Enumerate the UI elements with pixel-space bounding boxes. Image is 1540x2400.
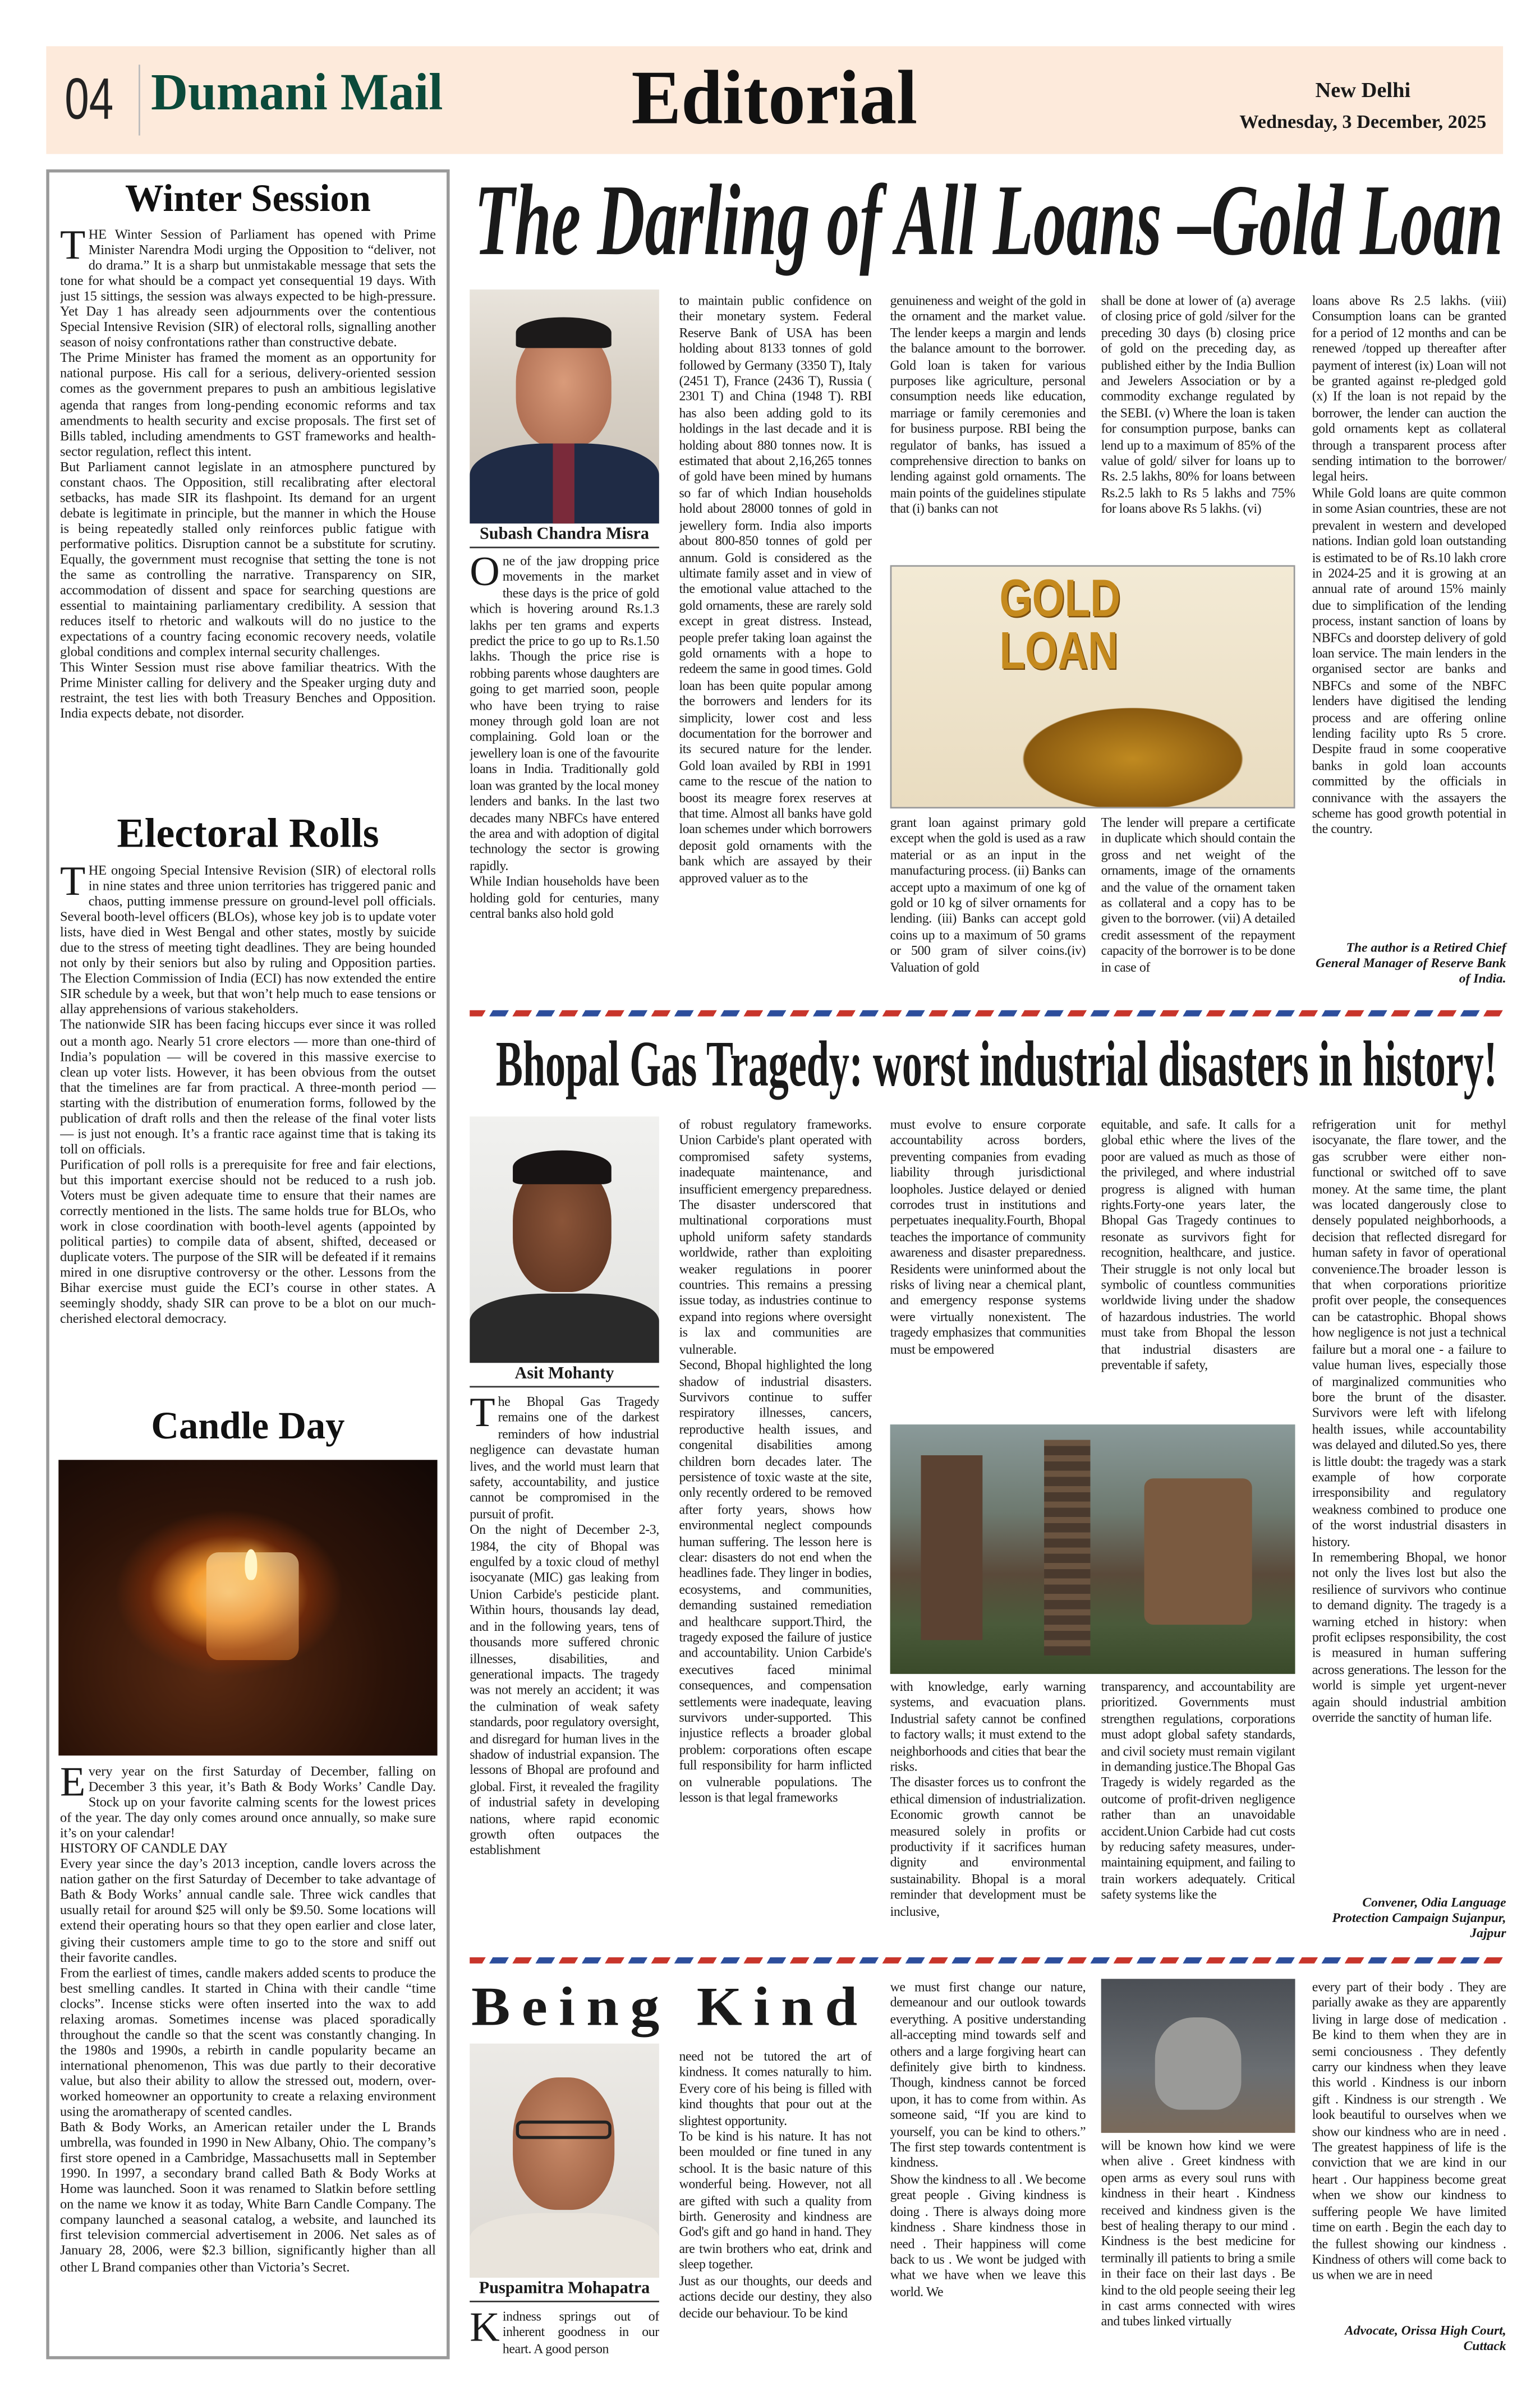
gold-col-4a: shall be done at lower of (a) average of closing price of gold /silver for the preceding 30 days (b) closing price of gold on the preceding day, as published either by the India Bullion and Jewelers Association or by a commodity exchange regulated by the SEBI. (v) Where the loan is taken for consumption purpose, banks can lend up to a maximum of 85% of the value of gold/ silver for loans up to Rs. 2.5 lakhs, 80% for loans between Rs.2.5 lakh to Rs 5 lakhs and 75% for loans above Rs 5 lakhs. (vi) <box>1101 292 1295 517</box>
author-name: Puspamitra Mohapatra <box>470 2279 659 2302</box>
face <box>513 2077 614 2210</box>
hair <box>513 1151 612 1184</box>
editorial-sidebar <box>46 169 449 2359</box>
gold-loan-image <box>890 565 1295 808</box>
bhopal-author-bio: Convener, Odia Language Protection Campaign Sujanpur, Jajpur <box>1332 1894 1506 1941</box>
bhopal-col-2: of robust regulatory frameworks. Union Carbide's plant operated with compromised safety systems, inadequate maintenance, and insufficient emergency preparedness. The disaster underscored that multinational corporations must uphold uniform safety standards worldwide, rather than exploiting weaker regulations in poorer countries. This remains a pressing issue today, as industries continue to expand into regions where oversight is lax and communities are vulnerable. Second, Bhopal highlighted the long shadow of industrial disasters. Survivors continue to suffer respiratory illnesses, cancers, reproductive health issues, and congenital disabilities among children born decades later. The persistence of toxic waste at the site, only recently ordered to be removed after forty years, shows how environmental neglect compounds human suffering. The lesson here is clear: disasters do not end when the headlines fade. They linger in bodies, ecosystems, and communities, demanding sustained remediation and healthcare support.Third, the tragedy exposed the failure of justice and accountability. Union Carbide's executives faced minimal consequences, and compensation settlements were inadequate, leaving survivors under-supported. This injustice reflects a broader global problem: corporations often escape full responsibility for harm inflicted on vulnerable populations. The lesson is that legal frameworks <box>679 1116 872 1805</box>
candle-image <box>58 1460 437 1755</box>
elephant <box>1155 2017 1242 2110</box>
bhopal-col-4a: equitable, and safe. It calls for a global ethic where the lives of the poor are valued as much as those of the privileged, and where industrial progress is aligned with human rights.Forty-one years later, the Bhopal Gas Tragedy continues to resonate as survivors fight for recognition, healthcare, and justice. Their struggle is not only local but symbolic of countless communities worldwide living under the shadow of hazardous industries. The world must take from Bhopal the lesson that industrial disasters are preventable if safety, <box>1101 1116 1295 1373</box>
gold-col-2: to maintain public confidence on their monetary system. Federal Reserve Bank of USA has been holding about 8133 tonnes of gold followed by Germany (3350 T), Italy (2451 T), France (2436 T), Russia ( 2301 T) and China (1948 T). RBI has also been adding gold to its holdings in the last decade and it is holding about 880 tonnes now. It is estimated that about 2,16,265 tonnes of gold have been mined by humans so far of which Indian households hold about 28000 tonnes of gold in jewellery form. India also imports about 800-850 tonnes of gold per annum. Gold is considered as the ultimate family asset and in view of the emotional value attached to the gold ornaments, these are rarely sold except in great distress. Instead, people prefer taking loan against the gold ornaments with a hope to redeem the same in good times. Gold loan has been quite popular among the borrowers and lenders for its simplicity, lower cost and less documentation for the borrower and its secured nature for the lender. Gold loan availed by RBI in 1991 came to the rescue of the nation to boost its meagre forex reserves at that time. Almost all banks have gold loan schemes under which borrowers deposit gold ornaments with the bank which are assayed by their approved valuer as to the <box>679 292 872 885</box>
gold-col-4b: The lender will prepare a certificate in duplicate which should contain the gross and net weight of the ornaments, image of the ornaments and the value of the ornament taken as collateral and a copy has to be given to the borrower. (vii) A detailed credit assessment of the repayment capacity of the borrower is to be done in case of <box>1101 815 1295 974</box>
section-divider <box>470 1010 1505 1017</box>
author-photo-asit <box>470 1116 659 1363</box>
kind-col-5: every part of their body . They are parially awake as they are apparently living in large dose of medication . Be kind to them when they are in semi conciousness . They defently carry our kindness when they leave this world . Kindness is our inborn gift . Kindness is our strength . We look beautiful to ourselves when we show our kindness who are in need . The greatest happiness of life is the conviction that we are kind in our heart . Our happiness become great when we show our kindness to suffering people We have limited time on earth . Begin the each day to the fullest showing our kindness . Kindness of others will come back to us when we are in need <box>1312 1979 1506 2283</box>
kind-col-1: Kindness springs out of inherent goodness in our heart. A good person <box>470 2308 659 2356</box>
tower <box>1044 1440 1090 1656</box>
kind-author-bio: Advocate, Orissa High Court, Cuttack <box>1344 2322 1506 2353</box>
shirt <box>470 2213 659 2278</box>
author-photo-subash <box>470 289 659 523</box>
masthead-divider <box>139 65 140 135</box>
bhopal-col-3a: must evolve to ensure corporate accountability across borders, preventing companies from evading liability through jurisdictional loopholes. Justice delayed or denied corrodes trust in institutions and perpetuates inequality.Fourth, Bhopal teaches the importance of community awareness and disaster preparedness. Residents were uninformed about the risks of living near a chemical plant, and emergency response systems were virtually nonexistent. The tragedy emphasizes that communities must be empowered <box>890 1116 1086 1357</box>
candle-day-body: Every year on the first Saturday of December, falling on December 3 this year, it’s Bath & Body Works’ Candle Day. Stock up on your favorite calming scents for the lowest prices of the year. The day only comes around once annually, so make sure it’s on your calendar! HISTORY OF CANDLE DAY Every year since the day’s 2013 inception, candle lovers across the nation gather on the first Saturday of December to take advantage of Bath & Body Works’ annual candle sale. Three wick candles that usually retail for around $25 will only be $9.50. Some locations will extend their operating hours so that they open earlier and close later, giving their customers ample time to go to the store and sniff out their favorite candles. From the earliest of times, candle makers added scents to produce the best smelling candles. It started in China with their candle “time clocks”. Incense sticks were often inserted into the wax to add relaxing aromas. Sometimes incense was placed sporadically throughout the candle so that the scent was constantly changing. In the 1980s and 1990s, a rebirth in candle popularity became an international phenomenon, This was due partly to their decorative value, but also their ability to allow the stressed out, modern, over-worked homeowner an opportunity to create a relaxing environment using the aromatherapy of scented candles. Bath & Body Works, an American retailer under the L Brands umbrella, was founded in 1990 in New Albany, Ohio. The company’s first store opened in a Cambridge, Massachusetts mall in September 1990. In 1997, a secondary brand called Bath & Body Works at Home was launched. Soon it was renamed to Slatkin before settling on the name we know it as today, White Barn Candle Company. The company launched a seasonal catalog, a website, and launched its first television commercial advertisement in 2006. Net sales as of January 28, 2006, were $2.3 billion, significantly higher than all other L Brand companies other than Victoria’s Secret. <box>60 1763 436 2274</box>
page-number: 04 <box>65 67 114 133</box>
bhopal-headline: Bhopal Gas Tragedy: worst industrial disasters in history! <box>495 1030 1497 1101</box>
electoral-rolls-heading: Electoral Rolls <box>117 810 379 857</box>
gold-col-5: loans above Rs 2.5 lakhs. (viii) Consumption loans can be granted for a period of 12 months and can be renewed /topped up thereafter after payment of interest (ix) Loan will not be granted against re-pledged gold (x) If the loan is not repaid by the borrower, the lender can auction the gold ornaments kept as collateral through a transparent process after sending intimation to the borrower/ legal heirs. While Gold loans are quite common in some Asian countries, these are not prevalent in western and developed nations. Indian gold loan outstanding is estimated to be of Rs.10 lakh crore in 2024-25 and it is growing at an annual rate of around 15% mainly due to simplification of the lending process, instant sanction of loans by NBFCs and doorstep delivery of gold loan service. The main lenders in the organised sector are banks and NBFCs and some of the NBFC lenders have digitised the lending process and are offering online lending facility upto Rs 5 crore. Despite fraud in some cooperative banks in gold loan accounts committed by the officials in connivance with the assayers the scheme has good growth potential in the country. <box>1312 292 1506 837</box>
bhopal-col-3b: with knowledge, early warning systems, and evacuation plans. Industrial safety cannot be confined to factory walls; it must extend to the neighborhoods and cities that bear the risks. The disaster forces us to confront the ethical dimension of industrialization. Economic growth cannot be measured solely in profits or productivity if it sacrifices human dignity and environmental sustainability. Bhopal is a moral reminder that development must be inclusive, <box>890 1679 1086 1919</box>
gold-col-3b: grant loan against primary gold except when the gold is used as a raw material or as an input in the manufacturing process. (ii) Banks can accept upto a maximum of one kg of gold or 10 kg of silver ornaments for lending. (iii) Banks can accept gold coins up to a maximum of 50 grams or 500 gram of silver coins.(iv) Valuation of gold <box>890 815 1086 974</box>
kind-col-4: will be known how kind we were when alive . Greet kindness with open arms as every soul runs with kindness in their heart . Kindness received and kindness given is the best of healing therapy to our mind . Kindness is the best medicine for terminally ill patients to bring a smile in their face on their last days . Be kind to the old people seeing their leg in cast arms connected with wires and tubes linked virtually <box>1101 2137 1295 2329</box>
author-photo-puspamitra <box>470 2044 659 2278</box>
section-divider <box>470 1957 1505 1964</box>
issue-date: Wednesday, 3 December, 2025 <box>1239 111 1487 133</box>
city: New Delhi <box>1315 80 1411 103</box>
winter-session-body: THE Winter Session of Parliament has opened with Prime Minister Narendra Modi urging the Opposition to “deliver, not do drama.” It is a sharp but unmistakable message that sets the tone for what should be a compact yet consequential 19 days. With just 15 sittings, the session was always expected to be high-pressure. Yet Day 1 has already seen adjournments over the contentious Special Intensive Revision (SIR) of electoral rolls, signalling another season of noisy confrontations rather than constructive debate. The Prime Minister has framed the moment as an opportunity for national purpose. His call for a serious, delivery-oriented session comes as the government prepares to push an ambitious legislative agenda that ranges from long-pending economic reforms and tax amendments to health security and excise proposals. The first set of Bills tabled, including amendments to GST frameworks and health-sector regulation, reflect this intent. But Parliament cannot legislate in an atmosphere punctured by constant chaos. The Opposition, still recalibrating after electoral setbacks, has made SIR its flashpoint. Its demand for an urgent debate is legitimate in principle, but the manner in which the House is being repeatedly stalled only reinforces public fatigue with performative politics. Disruption cannot be a substitute for scrutiny. Equally, the government must recognise that setting the tone is not the same as controlling the narrative. Transparency on SIR, accommodation of dissent and space for searching questions are essential to maintaining parliamentary credibility. A session that reduces itself to rhetoric and walkouts will do no justice to the expectations of a country facing economic recovery needs, volatile global conditions and complex internal security challenges. This Winter Session must rise above familiar theatrics. With the Prime Minister calling for delivery and the Speaker urging duty and restraint, the test lies with both Treasury Benches and Opposition. India expects debate, not disorder. <box>60 226 436 721</box>
rusted-tank <box>921 1455 983 1640</box>
glasses <box>516 2121 612 2139</box>
author-name: Subash Chandra Misra <box>470 525 659 548</box>
being-kind-headline: Being Kind <box>471 1975 869 2038</box>
electoral-rolls-body: THE ongoing Special Intensive Revision (SIR) of electoral rolls in nine states and three union territories has triggered panic and chaos, putting immense pressure on ground-level poll officials. Several booth-level officers (BLOs), whose key job is to update voter lists, have died in West Bengal and other states, mostly by suicide due to the stress of meeting tight deadlines. They are being hounded not only by their seniors but also by ruling and Opposition parties. The Election Commission of India (ECI) has now extended the entire SIR schedule by a week, but that won’t help much to ease tensions or allay apprehensions of various stakeholders. The nationwide SIR has been facing hiccups ever since it was rolled out a month ago. Nearly 51 crore electors — more than one-third of India’s population — will be covered in this massive exercise to clean up voter lists. However, it has been obvious from the outset that the timelines are far from practical. A three-month period — starting with the distribution of enumeration forms, followed by the publication of draft rolls and then the release of the final voter lists — is just not enough. It’s a frantic race against time that is taking its toll on officials. Purification of poll rolls is a prerequisite for free and fair elections, but this important exercise should not be reduced to a rush job. Voters must be given adequate time to ensure that their names are correctly mentioned in the lists. The same holds true for BLOs, who work in close coordination with booth-level agents (appointed by political parties) to compile data of absent, shifted, deceased or duplicate voters. The purpose of the SIR will be defeated if it remains mired in one disruptive controversy or the other. Lessons from the Bihar exercise must guide the ECI’s course in other states. A seemingly shoddy, shady SIR can prove to be a blot on our much-cherished electoral democracy. <box>60 862 436 1327</box>
gold-col-3a: genuineness and weight of the gold in the ornament and the market value. The lender keeps a margin and lends the balance amount to the borrower. Gold loan is taken for various purposes like agriculture, personal consumption needs like education, marriage or family ceremonies and for business purpose. RBI being the regulator of banks, has issued a comprehensive direction to banks on lending against gold ornaments. The main points of the guidelines stipulate that (i) banks can not <box>890 292 1086 517</box>
section-title: Editorial <box>631 54 918 140</box>
gold-col-1: One of the jaw dropping price movements in the market these days is the price of gold which is hovering around Rs.1.3 lakhs per ten grams and experts predict the price to go up to Rs.1.50 lakhs. Though the price rise is robbing parents whose daughters are going to get married soon, people who have been trying to raise money through gold loan are not complaining. Gold loan or the jewellery loan is one of the favourite loans in India. Traditionally gold loan was granted by the local money lenders and banks. In the last two decades many NBFCs have entered the area and with adoption of digital technology the sector is growing rapidly. While Indian households have been holding gold for centuries, many central banks also hold gold <box>470 553 659 921</box>
bhopal-col-4b: transparency, and accountability are prioritized. Governments must strengthen regulations, corporations must adopt global safety standards, and civil society must remain vigilant in demanding justice.The Bhopal Gas Tragedy is widely regarded as the outcome of profit-driven negligence rather than an unavoidable accident.Union Carbide had cut costs by reducing safety measures, under-maintaining equipment, and failing to train workers adequately. Critical safety systems like the <box>1101 1679 1295 1902</box>
kind-col-3: we must first change our nature, demeanour and our outlook towards everything. A positive understanding all-accepting mind towards self and others and a large forgiving heart can definitely give birth to kindness. Though, kindness cannot be forced upon, it has to come from within. As someone said, “If you are kind to yourself, you can be kind to others.” The first step towards contentment is kindness. Show the kindness to all . We become great people . Giving kindness is doing . There is always doing more kindness . Share kindness those in need . Their happiness will come back to us . We wont be judged with what we have when we leave this world. We <box>890 1979 1086 2299</box>
bhopal-col-5: refrigeration unit for methyl isocyanate, the flare tower, and the gas scrubber were either non-functional or switched off to save money. At the same time, the plant was located dangerously close to densely populated neighborhoods, a decision that reflected disregard for human safety in favor of operational convenience.The broader lesson is that when corporations prioritize profit over people, the consequences can be catastrophic. Bhopal shows how negligence is not just a technical failure but a moral one - a failure to value human lives, especially those of marginalized communities who bore the brunt of the disaster. Survivors were left with lifelong health issues, while accountability was delayed and diluted.So yes, there is little doubt: the tragedy was a stark example of how corporate irresponsibility and regulatory weakness combined to produce one of the worst industrial disasters in history. In remembering Bhopal, we honor not only the lives lost but also the resilience of survivors who continue to demand dignity. The tragedy is a warning etched in history: when profit eclipses responsibility, the cost is measured in human suffering across generations. The lesson for the world is simple yet urgent-never again should industrial ambition override the sanctity of human life. <box>1312 1116 1506 1725</box>
gold-loan-headline: The Darling of All Loans –Gold Loan <box>474 164 1504 278</box>
masthead <box>46 46 1503 154</box>
tie <box>553 444 574 524</box>
candle-day-heading: Candle Day <box>151 1406 345 1448</box>
gold-loan-image-text: GOLD LOAN <box>999 569 1121 681</box>
paper-name: Dumani Mail <box>151 65 443 122</box>
hair <box>516 317 612 348</box>
meditating-elephant-image <box>1101 1979 1295 2133</box>
shirt <box>470 1294 659 1363</box>
bhopal-col-1: The Bhopal Gas Tragedy remains one of the darkest reminders of how industrial negligence can devastate human lives, and the world must learn that safety, accountability, and justice cannot be compromised in the pursuit of profit. On the night of December 2-3, 1984, the city of Bhopal was engulfed by a toxic cloud of methyl isocyanate (MIC) gas leaking from Union Carbide's pesticide plant. Within hours, thousands lay dead, and in the following years, tens of thousands more suffered chronic illnesses, disabilities, and generational impacts. The tragedy was not merely an accident; it was the culmination of weak safety standards, poor regulatory oversight, and disregard for human lives in the shadow of industrial expansion. The lessons of Bhopal are profound and global. First, it revealed the fragility of industrial safety in developing nations, where rapid economic growth often outpaces the establishment <box>470 1394 659 1858</box>
winter-session-heading: Winter Session <box>125 178 371 220</box>
machinery <box>1144 1478 1252 1625</box>
gold-author-bio: The author is a Retired Chief General Manager of Reserve Bank of India. <box>1316 939 1506 986</box>
bhopal-factory-image <box>890 1424 1295 1674</box>
author-name: Asit Mohanty <box>470 1364 659 1387</box>
flame-icon <box>245 1549 257 1580</box>
kind-col-2: need not be tutored the art of kindness. It comes naturally to him. Every core of his being is filled with kind thoughts that pour out at the slightest opportunity. To be kind is his nature. It has not been moulded or fine tuned in any school. It is the basic nature of this wonderful being. However, not all are gifted with such a quality from birth. Generosity and kindness are God's gift and go hand in hand. They are twin brothers who eat, drink and sleep together. Just as our thoughts, our deeds and actions decide our destiny, they also decide our behaviour. To be kind <box>679 2048 872 2320</box>
